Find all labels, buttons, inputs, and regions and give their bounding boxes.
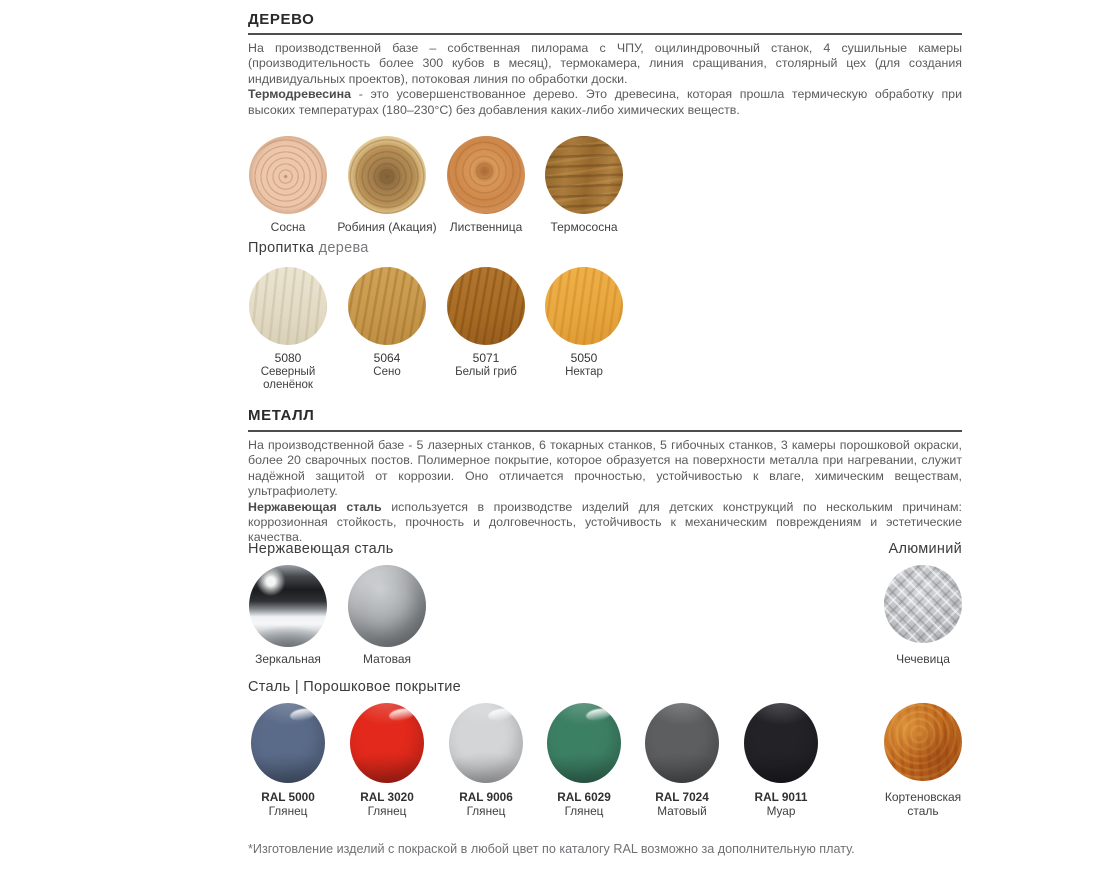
- swatch-label: Матовая: [363, 652, 411, 666]
- metal-section-title: МЕТАЛЛ: [248, 407, 315, 424]
- swatch-name: Нектар: [565, 365, 603, 378]
- impregnation-title-main: Пропитка: [248, 240, 315, 256]
- aluminum-sample-image: [884, 565, 962, 643]
- stainless-swatch-mirror: [249, 565, 327, 666]
- wood-sample-image: [249, 136, 327, 214]
- finish-label: Глянец: [367, 803, 407, 818]
- ral-code: RAL 7024: [655, 790, 709, 804]
- impregnation-sample-image: [447, 267, 525, 345]
- ral-5000-sample: [251, 703, 325, 783]
- swatch-name: Северный оленёнок: [260, 365, 316, 391]
- swatch-label: Сосна: [270, 220, 306, 234]
- corten-steel-swatch: [884, 703, 962, 818]
- powder-swatch-ral9011: [742, 703, 820, 818]
- swatch-label: Кортеновская сталь: [884, 790, 962, 818]
- swatch-label: [440, 352, 532, 379]
- impregnation-swatch-row: [248, 267, 962, 391]
- metal-paragraph-1: На производственной базе - 5 лазерных станков, 6 токарных станков, 5 гибочных станков, 3 камеры порошковой окраски, более 20 сварочных постов. Полимерное покрытие, которое образуется на поверхности металла при нагревании, служит надёжной защитой от коррозии. Оно отличается прочностью, устойчивостью к влаге, химическим веществам, ультрафиолету.: [248, 438, 962, 499]
- swatch-label: Зеркальная: [255, 652, 321, 666]
- wood-paragraph-2-rest: - это усовершенствованное дерево. Это древесина, которая прошла термическую обработку при высоких температурах (180–230°С) без добавления каких-либо химических веществ.: [248, 87, 962, 117]
- wood-paragraph-2-bold: Термодревесина: [248, 87, 352, 102]
- finish-label: Глянец: [268, 803, 308, 818]
- swatch-name: Сено: [373, 365, 401, 378]
- powder-coating-title: Сталь | Порошковое покрытие: [248, 679, 462, 695]
- swatch-label: Лиственница: [449, 220, 523, 234]
- metal-description: [248, 438, 962, 546]
- wood-description: [248, 41, 962, 118]
- wood-paragraph-1: На производственной базе – собственная пилорама с ЧПУ, оцилиндровочный станок, 4 сушильные камеры (производительность более 300 кубов в месяц), термокамера, линия сращивания, столярный цех (для создания индивидуальных проектов), потоковая линия по обработки доски.: [248, 41, 962, 86]
- ral-code: RAL 3020: [360, 790, 414, 804]
- wood-sample-image: [545, 136, 623, 214]
- finish-label: Глянец: [564, 803, 604, 818]
- matte-steel-sample-image: [348, 565, 426, 647]
- powder-swatch-row: [248, 703, 962, 818]
- swatch-code: 5080: [274, 351, 302, 365]
- footer-note: *Изготовление изделий с покраской в любой цвет по каталогу RAL возможно за дополнительную плату.: [248, 842, 855, 856]
- ral-code: RAL 9011: [754, 790, 808, 804]
- wood-sample-image: [348, 136, 426, 214]
- wood-paragraph-2: [248, 87, 962, 118]
- swatch-label: [341, 352, 433, 379]
- ral-7024-sample: [645, 703, 719, 783]
- impregnation-swatch-5050: [545, 267, 623, 378]
- powder-swatch-ral9006: [447, 703, 525, 818]
- wood-swatch-row: [248, 136, 962, 246]
- ral-9011-sample: [744, 703, 818, 783]
- wood-swatch-listvennitsa: [447, 136, 525, 234]
- impregnation-title: [248, 240, 962, 256]
- stainless-title: Нержавеющая сталь: [248, 541, 394, 557]
- powder-swatch-ral7024: [643, 703, 721, 818]
- finish-label: Глянец: [466, 803, 506, 818]
- mirror-steel-sample-image: [249, 565, 327, 647]
- powder-swatch-ral5000: [249, 703, 327, 818]
- ral-6029-sample: [547, 703, 621, 783]
- ral-3020-sample: [350, 703, 424, 783]
- impregnation-sample-image: [249, 267, 327, 345]
- swatch-code: 5064: [373, 351, 401, 365]
- ral-code: RAL 5000: [261, 790, 315, 804]
- swatch-name: Белый гриб: [455, 365, 517, 378]
- swatch-label: [538, 352, 630, 379]
- wood-swatch-termososna: [545, 136, 623, 234]
- stainless-swatch-row: [248, 565, 962, 675]
- finish-label: Матовый: [657, 803, 707, 818]
- swatch-code: 5050: [570, 351, 598, 365]
- impregnation-sample-image: [348, 267, 426, 345]
- powder-swatch-ral6029: [545, 703, 623, 818]
- wood-swatch-sosna: [249, 136, 327, 234]
- swatch-code: 5071: [472, 351, 500, 365]
- wood-section-title: ДЕРЕВО: [248, 11, 315, 28]
- aluminum-swatch-lentil: [884, 565, 962, 666]
- ral-code: RAL 9006: [459, 790, 513, 804]
- corten-steel-sample-image: [884, 703, 962, 781]
- impregnation-swatch-5071: [447, 267, 525, 378]
- metal-paragraph-2: [248, 500, 962, 546]
- impregnation-swatch-5064: [348, 267, 426, 378]
- impregnation-title-sub: дерева: [314, 240, 369, 256]
- swatch-label: Чечевица: [896, 652, 950, 666]
- wood-sample-image: [447, 136, 525, 214]
- ral-9006-sample: [449, 703, 523, 783]
- swatch-label: Термососна: [550, 220, 618, 234]
- finish-label: Муар: [766, 803, 796, 818]
- impregnation-sample-image: [545, 267, 623, 345]
- impregnation-swatch-5080: [249, 267, 327, 391]
- aluminum-title: Алюминий: [888, 541, 962, 557]
- swatch-label: [711, 791, 851, 818]
- metal-paragraph-2-bold: Нержавеющая сталь: [248, 499, 382, 514]
- metal-paragraph-2-rest: используется в производстве изделий для детских конструкций по нескольким причинам: коррозионная стойкость, прочность и долговечность, устойчивость к механическим повреждениям и эстетические качества.: [248, 499, 963, 545]
- stainless-swatch-matte: [348, 565, 426, 666]
- ral-code: RAL 6029: [557, 790, 611, 804]
- wood-swatch-robinia: [337, 136, 437, 234]
- wood-divider: [248, 33, 962, 35]
- swatch-label: [242, 352, 334, 393]
- powder-swatch-ral3020: [348, 703, 426, 818]
- metal-divider: [248, 430, 962, 432]
- swatch-label: Робиния (Акация): [337, 220, 437, 234]
